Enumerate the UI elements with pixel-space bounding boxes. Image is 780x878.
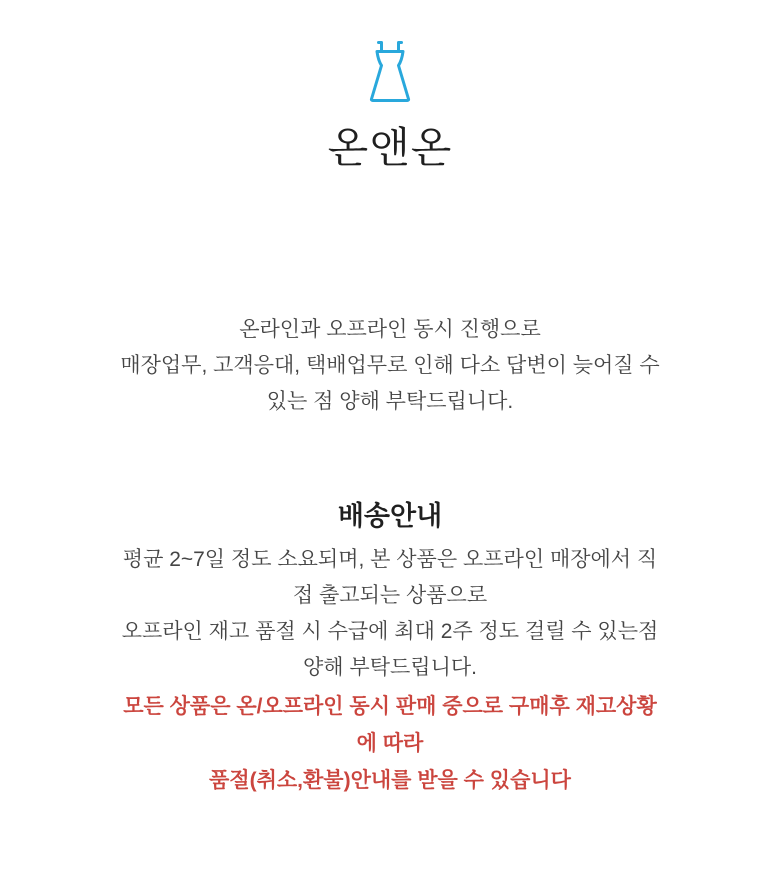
intro-line: 매장업무, 고객응대, 택배업무로 인해 다소 답변이 늦어질 수: [120, 354, 660, 377]
shipping-info: [0, 542, 780, 686]
warning-line: 에 따라: [356, 732, 424, 755]
shipping-heading: 배송안내: [337, 501, 443, 531]
shipping-line: 오프라인 재고 품절 시 수급에 최대 2주 정도 걸릴 수 있는점: [121, 620, 659, 643]
shipping-line: 양해 부탁드립니다.: [303, 656, 477, 679]
warning-line: 모든 상품은 온/오프라인 동시 판매 중으로 구매후 재고상황: [123, 695, 657, 718]
shipping-warning: [0, 688, 780, 799]
brand-title: 온앤온: [327, 124, 453, 171]
shipping-line: 평균 2~7일 정도 소요되며, 본 상품은 오프라인 매장에서 직: [122, 548, 658, 571]
dress-icon: [368, 38, 412, 104]
warning-line: 품절(취소,환불)안내를 받을 수 있습니다: [209, 769, 571, 792]
intro-line: 온라인과 오프라인 동시 진행으로: [239, 318, 541, 341]
shipping-section: [0, 496, 780, 799]
intro-line: 있는 점 양해 부탁드립니다.: [266, 390, 514, 413]
shipping-line: 접 출고되는 상품으로: [292, 584, 488, 607]
intro-notice: [0, 312, 780, 420]
brand-header: [0, 38, 780, 172]
